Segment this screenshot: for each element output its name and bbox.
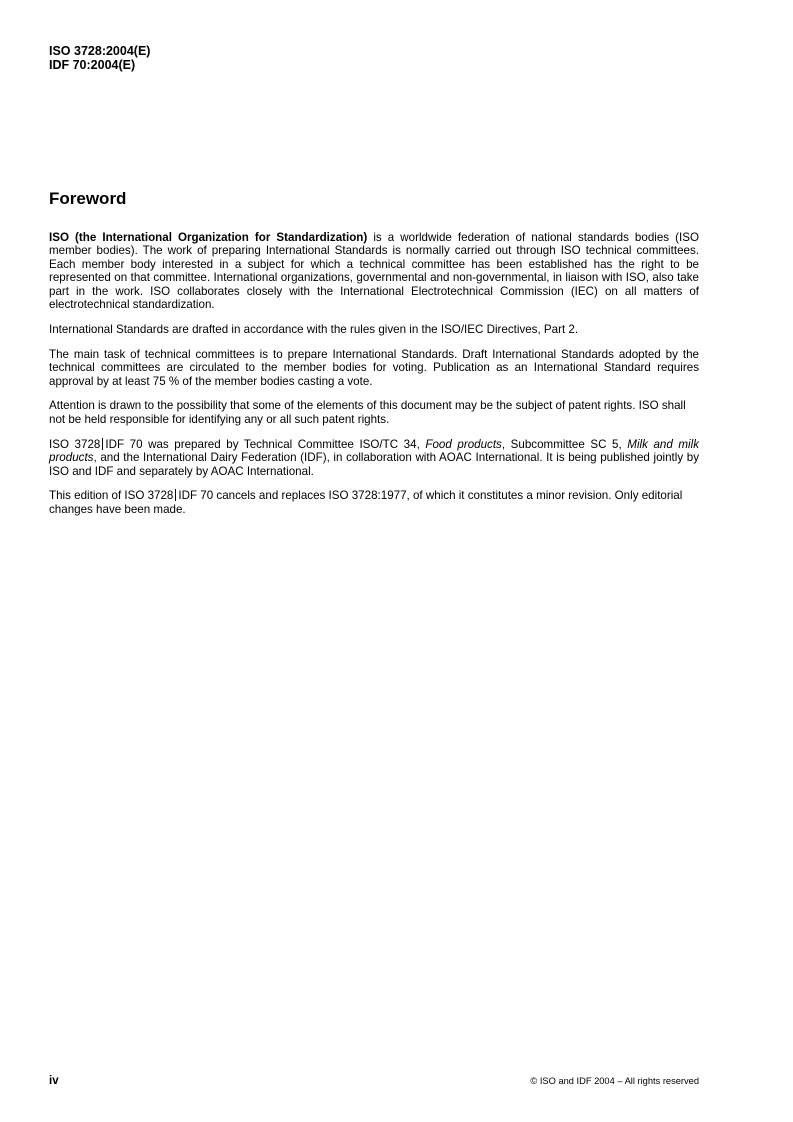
iso-designation: ISO 3728:2004(E) — [49, 44, 151, 58]
vertical-separator — [175, 489, 176, 501]
vertical-separator — [102, 438, 103, 450]
foreword-body — [49, 231, 699, 527]
paragraph-technical-committees: The main task of technical committees is to prepare International Standards. Draft International Standards adopted by the technical committees are circulated to the member bodies for voting. Publication as an International Standard requires approval by at least 75 % of the member bodies casting a vote. — [49, 347, 699, 388]
paragraph-preparation — [49, 438, 699, 478]
page-number: iv — [49, 1075, 59, 1087]
paragraph-patent-rights: Attention is drawn to the possibility that some of the elements of this document may be the subject of patent rights. ISO shall not be held responsible for identifying any or all such patent rights. — [49, 399, 686, 426]
edition-part-1: This edition of ISO 3728 — [49, 489, 174, 503]
preparation-part-1: ISO 3728 — [49, 437, 101, 451]
iso-name-bold: ISO (the International Organization for Standardization) — [49, 231, 368, 244]
preparation-part-2: IDF 70 was prepared by Technical Committee ISO/TC 34, — [105, 437, 426, 451]
copyright-notice: © ISO and IDF 2004 – All rights reserved — [530, 1076, 699, 1086]
food-products-italic: Food products — [425, 437, 502, 451]
paragraph-directives: International Standards are drafted in accordance with the rules given in the ISO/IEC Directives, Part 2. — [49, 323, 579, 337]
preparation-part-3: , Subcommittee SC 5, — [501, 437, 628, 451]
milk-products-italic: Milk and milk products — [49, 437, 699, 465]
preparation-part-4: , and the International Dairy Federation (IDF), in collaboration with AOAC International. It is being published jointly by ISO and IDF and separately by AOAC International. — [49, 451, 699, 478]
paragraph-iso-intro — [49, 231, 699, 312]
paragraph-edition — [49, 489, 699, 516]
iso-intro-text: is a worldwide federation of national standards bodies (ISO member bodies). The work of preparing International Standards is normally carried out through ISO technical committees. Each member body interested in a subject for which a technical committee has been established has the right to be represented on that committee. International organizations, governmental and non-governmental, in liaison with ISO, also take part in the work. ISO collaborates closely with the International Electrotechnical Commission (IEC) on all matters of electrotechnical standardization. — [49, 231, 699, 312]
edition-part-2: IDF 70 cancels and replaces ISO 3728:1977, of which it constitutes a minor revision. Only editorial changes have been made. — [49, 489, 683, 516]
page-title: Foreword — [49, 189, 127, 208]
document-header — [49, 45, 150, 72]
idf-designation: IDF 70:2004(E) — [49, 57, 136, 72]
